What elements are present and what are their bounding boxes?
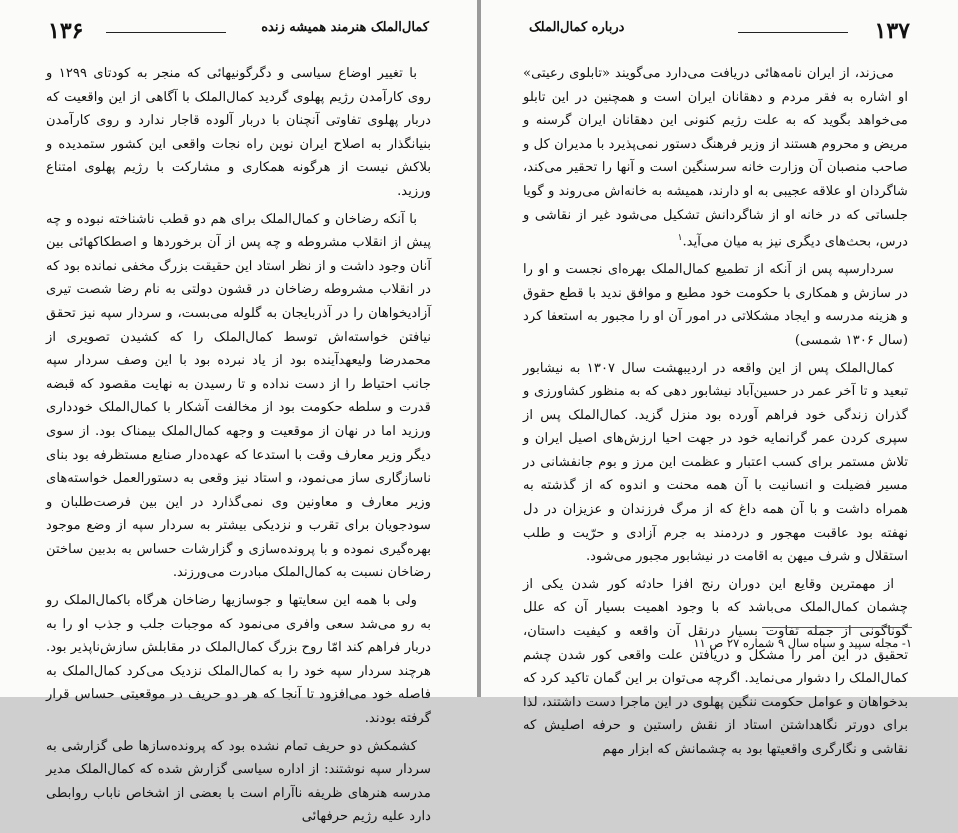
page-header <box>48 18 429 48</box>
right-page <box>481 0 958 758</box>
paragraph: کشمکش دو حریف تمام نشده بود که پرونده‌سازها طی گزارشی به سردار سپه نوشتند: از اداره سیاسی گزارش شده که کمال‌الملک مدیر مدرسه هنرهای ظریفه ناآرام است با بعضی از اشخاص ناباب روابطی دارد علیه رژیم حرفهائی <box>46 738 431 825</box>
footnote-rule <box>762 627 912 628</box>
paragraph: با تغییر اوضاع سیاسی و دگرگونیهائی که منجر به کودتای ۱۲۹۹ و روی کارآمدن رژیم پهلوی گردید کمال‌الملک با آگاهی از این واقعیت که دربار پهلوی تفاوتی آنچنان با دربار آلوده قاجار ندارد و روی کارآمدن بنیانگذار به اصلاح ایران نوین راه نجات واقعی این کشور ستمدیده و بلاکش نیست از هرگونه همکاری و مشارکت با رژیم پهلوی امتناع ورزید. <box>46 66 431 199</box>
paragraph: از مهمترین وقایع این دوران رنج افزا حادثه کور شدن یکی از چشمان کمال‌الملک می‌باشد که با وجود اهمیت بسیار آن که علل گوناگونی از جمله تفاوت بسیار درنقل آن واقعه و کیفیت داستان، تحقیق در این امر را مشکل و دریافتن علت واقعی کور شدن چشم کمال‌الملک را دشوار می‌نماید. اگرچه می‌توان بر این گمان تاکید کرد که بدخواهان و عوامل حکومت ننگین پهلوی در این ماجرا دست داشتند، لذا برای دورتر نگاهداشتن استاد از نقش راستین و حرفه اصلیش که نقاشی و نگارگری واقعیتها بود به چشمانش که ابزار مهم <box>523 576 908 758</box>
paragraph-text: می‌زند، از ایران نامه‌هائی دریافت می‌دارد می‌گویند «تابلوی رعیتی» او اشاره به فقر مردم و دهقانان ایران است و همچنین در این تابلو می‌خواهد بگوید که به علت رژیم کنونی این دهقانان ایران گرسنه و مریض و محروم هستند از وزیر فرهنگ دستور نمی‌پذیرد با مدیران کل و صاحب منصبان آن وزارت خانه سرسنگین است و آنها را تحقیر می‌کند، شاگردان او علاقه عجیبی به او دارند، همیشه به خانه‌اش می‌روند و گویا جلساتی که در خانه او از شاگردانش تشکیل می‌شود غیر از نقاشی و درس، بحث‌های دیگری نیز به میان می‌آید. <box>523 66 908 250</box>
paragraph: با آنکه رضاخان و کمال‌الملک برای هم دو قطب ناشناخته نبوده و چه پیش از انقلاب مشروطه و چه پس از آن برخوردها و اصطکاکهائی بین آنان وجود داشت و از نظر استاد این حقیقت بزرگ مخفی نمانده بود که در انقلاب مشروطه رضاخان در قشون دولتی به نام رضا شصت تیری آزادیخواهان را در آذربایجان به گلوله می‌بست، و سردار سپه نیز تحقق نیافتن خواسته‌اش توسط کمال‌الملک را که کشیدن تصویری از محمدرضا ولیعهدآینده بود از یاد نبرده بود با این وصف سردار سپه جانب احتیاط را از دست نداده و تا رسیدن به نهایت مقصود که قبضه قدرت و سلطه حکومت بود از مخالفت آشکار با کمال‌الملک خودداری ورزید اما در نهان از موقعیت و وجهه کمال‌الملک بیمناک بود. از سوی دیگر وزیر معارف وقت با استدعا که عهده‌دار صنایع مستظرفه بود بنای ناسازگاری ساز می‌نمود، و استاد نیز وقعی به دستورالعمل خواسته‌های وزیر معارف و معاونین وی نمی‌گذارد در این بین فرصت‌طلبان و سودجویان برای تقرب و نزدیکی بیشتر به سردار سپه از وضع موجود بهره‌گیری نموده و با پرونده‌سازی و گزارشات حساس به بدبین ساختن رضاخان نسبت به کمال‌الملک مبادرت می‌ورزند. <box>46 211 431 581</box>
paragraph: ولی با همه این سعایتها و جوسازیها رضاخان هرگاه باکمال‌الملک رو به رو می‌شد سعی وافری می‌نمود که موجبات جلب و جذب او را به دربار فراهم کند امّا روح بزرگ کمال‌الملک در مقابلش سازش‌ناپذیر بود. هرچند سردار سپه خود را به کمال‌الملک نزدیک می‌کرد کمال‌الملک به فاصله خود می‌افزود تا آنجا که هر دو حریف در موقعیتی حساس قرار گرفته بودند. <box>46 593 431 727</box>
running-title: درباره کمال‌الملک <box>529 20 625 35</box>
page-body <box>46 62 431 833</box>
running-title: کمال‌الملک هنرمند همیشه زنده <box>261 20 429 35</box>
footnote-marker: ۱ <box>677 233 683 244</box>
header-rule <box>106 32 226 33</box>
footnote: ۱- مجله سپید و سیاه سال ۹ شماره ۲۷ ص ۱۱ <box>693 636 912 650</box>
page-number: ۱۳۷ <box>874 18 910 44</box>
paragraph <box>523 62 908 254</box>
left-page <box>0 0 477 825</box>
page-number: ۱۳۶ <box>48 18 84 44</box>
paragraph: سردارسپه پس از آنکه از تطمیع کمال‌الملک بهره‌ای نجست و او را در سازش و همکاری با حکومت خود مطیع و موافق ندید با قطع حقوق و هزینه مدرسه و ایجاد مشکلاتی در امور آن او را مجبور به استعفا کرد (سال ۱۳۰۶ شمسی) <box>523 262 908 348</box>
header-rule <box>738 32 848 33</box>
page-body <box>523 62 908 766</box>
paragraph: کمال‌الملک پس از این واقعه در اردیبهشت سال ۱۳۰۷ به نیشابور تبعید و تا آخر عمر در حسین‌آباد نیشابور دهی که به منظور کشاورزی و گذران زندگی خود فراهم آورده بود منزل گزید. کمال‌الملک پس از سپری کردن عمر گرانمایه خود در جهت احیا ارزش‌های اصیل ایران و تلاش مستمر برای کسب اعتبار و عظمت این مرز و بوم جانفشانی در مسیر فضیلت و انسانیت با آن همه محنت و اندوه که از گذشته به همراه داشت و با آن همه داغ که از مرگ فرزندان و عزیزان در دل نهفته بود عاقبت مهجور و دردمند به جرم آزادی و حرّیت و طلب استقلال و شرف میهن به اقامت در نیشابور مجبور می‌شود. <box>523 360 908 565</box>
page-header <box>529 18 910 48</box>
